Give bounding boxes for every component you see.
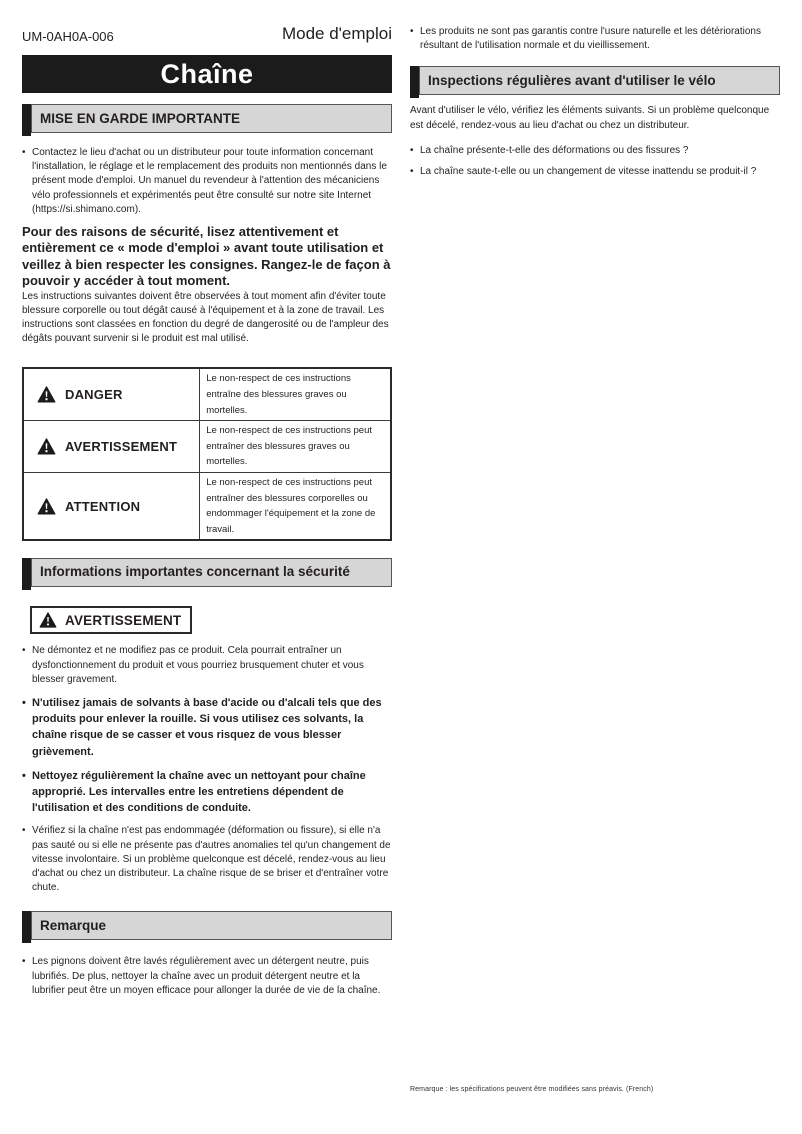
table-row-danger — [23, 368, 391, 420]
bullet-list — [410, 25, 780, 53]
list-item: • Vérifiez si la chaîne n'est pas endommagée (déformation ou fissure), si elle n'a pas sauté ou si elle ne présente pas d'autres anomalies tel qu'un changement de vitesse involontaire. Si un problème quelconque est décelé, rendez-vous au lieu d'achat ou chez un distributeur. La chaîne risque de se briser et d'entraîner votre chute. — [22, 824, 392, 895]
avertissement-box-label: AVERTISSEMENT — [65, 612, 182, 628]
section-heading-text: Inspections régulières avant d'utiliser le vélo — [419, 66, 780, 95]
hazard-description: Le non-respect de ces instructions peut entraîner des blessures corporelles ou endommager l'équipement et la zone de travail. — [200, 473, 391, 541]
document-number: UM-0AH0A-006 — [22, 29, 114, 44]
section-header-remarque — [22, 911, 392, 940]
warning-triangle-icon — [39, 612, 57, 628]
warning-triangle-icon — [37, 498, 56, 515]
section-header-informations-importantes — [22, 558, 392, 587]
hazard-label: DANGER — [65, 387, 123, 403]
specifications-footnote: Remarque : les spécifications peuvent être modifiées sans préavis. (French) — [410, 1086, 654, 1093]
bullet-list — [410, 144, 780, 179]
section-heading-text: MISE EN GARDE IMPORTANTE — [31, 104, 392, 133]
hazard-description: Le non-respect de ces instructions peut entraîner des blessures graves ou mortelles. — [200, 421, 391, 473]
section-header-mise-en-garde — [22, 104, 392, 133]
hazard-label: AVERTISSEMENT — [65, 439, 178, 455]
table-row-attention — [23, 473, 391, 541]
left-column — [22, 0, 392, 1005]
section-heading-text: Remarque — [31, 911, 392, 940]
list-item: • Nettoyez régulièrement la chaîne avec un nettoyant pour chaîne approprié. Les intervalles entre les entretiens dépendent de l'utilisation et des conditions de conduite. — [22, 768, 392, 817]
document-header — [22, 24, 392, 44]
warning-triangle-icon — [37, 438, 56, 455]
avertissement-box — [30, 606, 192, 634]
hazard-description: Le non-respect de ces instructions entraîne des blessures graves ou mortelles. — [200, 368, 391, 420]
right-column — [410, 0, 780, 186]
bullet-list — [22, 146, 392, 217]
section-heading-text: Informations importantes concernant la sécurité — [31, 558, 392, 587]
table-row-avertissement — [23, 421, 391, 473]
list-item: • Contactez le lieu d'achat ou un distributeur pour toute information concernant l'installation, le réglage et le remplacement des produits non mentionnés dans le présent mode d'emploi. Un manuel du revendeur à l'attention des mécaniciens vélo professionnels et expérimentés peut être consulté sur notre site Internet (https://si.shimano.com). — [22, 146, 392, 217]
list-item: • N'utilisez jamais de solvants à base d'acide ou d'alcali tels que des produits pour enlever la rouille. Si vous utilisez ces solvants, la chaîne risque de se casser et vous risquez de vous blesser grièvement. — [22, 695, 392, 760]
document-type-label: Mode d'emploi — [281, 24, 392, 43]
hazard-label: ATTENTION — [65, 498, 141, 514]
list-item: • Ne démontez et ne modifiez pas ce produit. Cela pourrait entraîner un dysfonctionnement du produit et vous pourriez brusquement chuter et vous blesser gravement. — [22, 644, 392, 687]
bullet-list — [22, 644, 392, 895]
safety-bold-notice: Pour des raisons de sécurité, lisez attentivement et entièrement ce « mode d'emploi » avant toute utilisation et veillez à bien respecter les consignes. Rangez-le de façon à pouvoir y accéder à tout moment. — [22, 224, 391, 289]
list-item: • La chaîne saute-t-elle ou un changement de vitesse inattendu se produit-il ? — [410, 165, 780, 179]
warning-triangle-icon — [37, 386, 56, 403]
instructions-intro: Les instructions suivantes doivent être observées à tout moment afin d'éviter toute blessure corporelle ou tout dégât causé à l'équipement et à la zone de travail. Les instructions sont classées en fonction du degré de dangerosité ou de l'ampleur des dégâts pouvant survenir si le produit est mal utilisé. — [22, 290, 389, 345]
page-title: Chaîne — [22, 55, 392, 93]
inspections-intro: Avant d'utiliser le vélo, vérifiez les éléments suivants. Si un problème quelconque est décelé, rendez-vous au lieu d'achat ou chez un distributeur. — [410, 105, 770, 131]
section-header-inspections — [410, 66, 780, 95]
hazard-levels-table — [22, 367, 392, 541]
list-item: • La chaîne présente-t-elle des déformations ou des fissures ? — [410, 144, 780, 158]
list-item: • Les produits ne sont pas garantis contre l'usure naturelle et les détériorations résultant de l'utilisation normale et du vieillissement. — [410, 25, 780, 53]
bullet-list — [22, 955, 392, 998]
list-item: • Les pignons doivent être lavés régulièrement avec un détergent neutre, puis lubrifiés. De plus, nettoyer la chaîne avec un produit détergent neutre et la lubrifier peut être un moyen efficace pour allonger la durée de vie de la chaîne. — [22, 955, 392, 998]
